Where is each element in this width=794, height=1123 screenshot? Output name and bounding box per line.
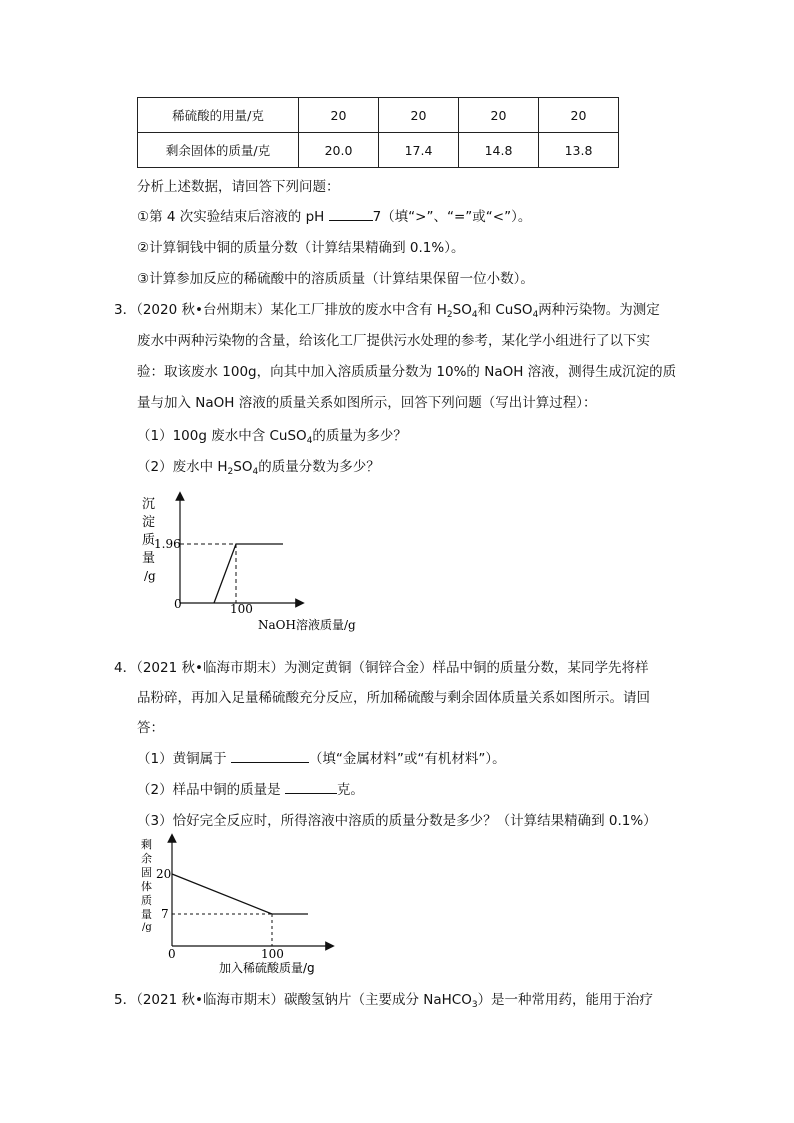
y-tick-label: 20 bbox=[156, 867, 172, 881]
table-cell: 17.4 bbox=[379, 133, 459, 168]
q3-line1 bbox=[114, 298, 660, 318]
subscript: 4 bbox=[306, 436, 313, 446]
subscript: 4 bbox=[471, 310, 478, 320]
y-label-char: 固 bbox=[141, 866, 152, 879]
question-number: 5． bbox=[114, 992, 137, 1008]
q3-part2-text: SO bbox=[233, 459, 253, 475]
y-label-char: 沉 bbox=[142, 497, 156, 512]
q5-text: ）是一种常用药，能用于治疗 bbox=[477, 992, 654, 1008]
table-row-header: 剩余固体的质量/克 bbox=[138, 133, 299, 168]
q4-part1-tail: （填“金属材料”或“有机材料”）。 bbox=[308, 751, 506, 767]
q5-line1 bbox=[114, 988, 653, 1008]
q3-text: （2020 秋•台州期末）某化工厂排放的废水中含有 H bbox=[136, 302, 447, 318]
y-label-char: 淀 bbox=[142, 515, 156, 530]
y-label-char: 质 bbox=[141, 894, 152, 907]
x-tick-label: 100 bbox=[261, 947, 284, 961]
q3-part1-text: 的质量为多少？ bbox=[312, 428, 407, 444]
origin-label: 0 bbox=[168, 947, 176, 961]
table-cell: 20 bbox=[539, 98, 619, 133]
q3-part1 bbox=[137, 424, 407, 444]
question-number: 4． bbox=[114, 660, 137, 676]
q3-part1-text: （1）100g 废水中含 CuSO bbox=[137, 428, 307, 444]
q4-part1 bbox=[137, 747, 506, 767]
y-unit: /g bbox=[144, 569, 156, 583]
precipitate-mass-graph bbox=[130, 490, 390, 640]
subscript: 4 bbox=[532, 310, 539, 320]
q4-part2-text: （2）样品中铜的质量是 bbox=[137, 782, 285, 798]
q3-text: 两种污染物。为测定 bbox=[538, 302, 660, 318]
table-row bbox=[138, 98, 619, 133]
experiment-data-table bbox=[137, 97, 619, 168]
y-tick-label: 7 bbox=[161, 907, 169, 921]
q2-intro: 分析上述数据，请回答下列问题： bbox=[137, 179, 340, 195]
q4-line2: 品粉碎，再加入足量稀硫酸充分反应，所加稀硫酸与剩余固体质量关系如图所示。请回 bbox=[137, 690, 650, 706]
table-cell: 13.8 bbox=[539, 133, 619, 168]
y-label-char: 量 bbox=[141, 908, 152, 921]
y-unit: /g bbox=[142, 922, 152, 933]
q3-part2-text: （2）废水中 H bbox=[137, 459, 228, 475]
q4-text: （2021 秋•临海市期末）为测定黄铜（铜锌合金）样品中铜的质量分数，某同学先将样 bbox=[136, 660, 649, 676]
y-label-char: 量 bbox=[142, 551, 156, 566]
x-axis-label: NaOH溶液质量/g bbox=[258, 618, 356, 632]
q2-sub1-tail: 7（填“>”、“=”或“<”）。 bbox=[372, 209, 532, 225]
table-cell: 20.0 bbox=[299, 133, 379, 168]
table-row-header: 稀硫酸的用量/克 bbox=[138, 98, 299, 133]
subscript: 2 bbox=[227, 467, 234, 477]
table-cell: 20 bbox=[459, 98, 539, 133]
y-label-char: 体 bbox=[141, 880, 152, 893]
q2-sub1-text: ①第 4 次实验结束后溶液的 pH bbox=[137, 209, 329, 225]
y-label-char: 余 bbox=[141, 852, 152, 865]
subscript: 4 bbox=[252, 467, 259, 477]
table-cell: 14.8 bbox=[459, 133, 539, 168]
table-cell: 20 bbox=[379, 98, 459, 133]
q4-line1 bbox=[114, 656, 648, 676]
q2-sub1 bbox=[137, 205, 531, 225]
answer-blank bbox=[285, 780, 337, 794]
data-line bbox=[172, 874, 308, 914]
q4-part2-tail: 克。 bbox=[336, 782, 364, 798]
y-label-char: 质 bbox=[142, 533, 156, 548]
table-cell: 20 bbox=[299, 98, 379, 133]
q4-part3: （3）恰好完全反应时，所得溶液中溶质的质量分数是多少？（计算结果精确到 0.1%） bbox=[137, 813, 657, 829]
subscript: 2 bbox=[446, 310, 453, 320]
remaining-solid-mass-graph bbox=[135, 832, 355, 978]
q4-part1-text: （1）黄铜属于 bbox=[137, 751, 231, 767]
q3-line3: 验：取该废水 100g，向其中加入溶质质量分数为 10%的 NaOH 溶液，测得生成沉淀的质 bbox=[137, 364, 677, 380]
table-row bbox=[138, 133, 619, 168]
answer-blank bbox=[329, 207, 373, 221]
origin-label: 0 bbox=[174, 597, 182, 611]
q2-sub2: ②计算铜钱中铜的质量分数（计算结果精确到 0.1%）。 bbox=[137, 240, 465, 256]
q3-text: SO bbox=[452, 302, 472, 318]
question-number: 3． bbox=[114, 302, 137, 318]
answer-blank bbox=[231, 749, 309, 763]
data-line bbox=[214, 544, 283, 603]
q4-part2 bbox=[137, 778, 364, 798]
q5-text: （2021 秋•临海市期末）碳酸氢钠片（主要成分 NaHCO bbox=[136, 992, 472, 1008]
q3-line2: 废水中两种污染物的含量，给该化工厂提供污水处理的参考，某化学小组进行了以下实 bbox=[137, 333, 650, 349]
q3-line4: 量与加入 NaOH 溶液的质量关系如图所示，回答下列问题（写出计算过程）： bbox=[137, 395, 597, 411]
x-axis-label: 加入稀硫酸质量/g bbox=[219, 961, 315, 975]
q2-sub3: ③计算参加反应的稀硫酸中的溶质质量（计算结果保留一位小数）。 bbox=[137, 271, 534, 287]
x-tick-label: 100 bbox=[230, 602, 253, 616]
subscript: 3 bbox=[471, 1000, 478, 1010]
q3-text: 和 CuSO bbox=[477, 302, 533, 318]
y-tick-label: 1.96 bbox=[154, 537, 181, 551]
y-label-char: 剩 bbox=[141, 838, 152, 851]
q4-line3: 答： bbox=[137, 720, 164, 736]
q3-part2 bbox=[137, 455, 380, 475]
q3-part2-text: 的质量分数为多少？ bbox=[258, 459, 380, 475]
